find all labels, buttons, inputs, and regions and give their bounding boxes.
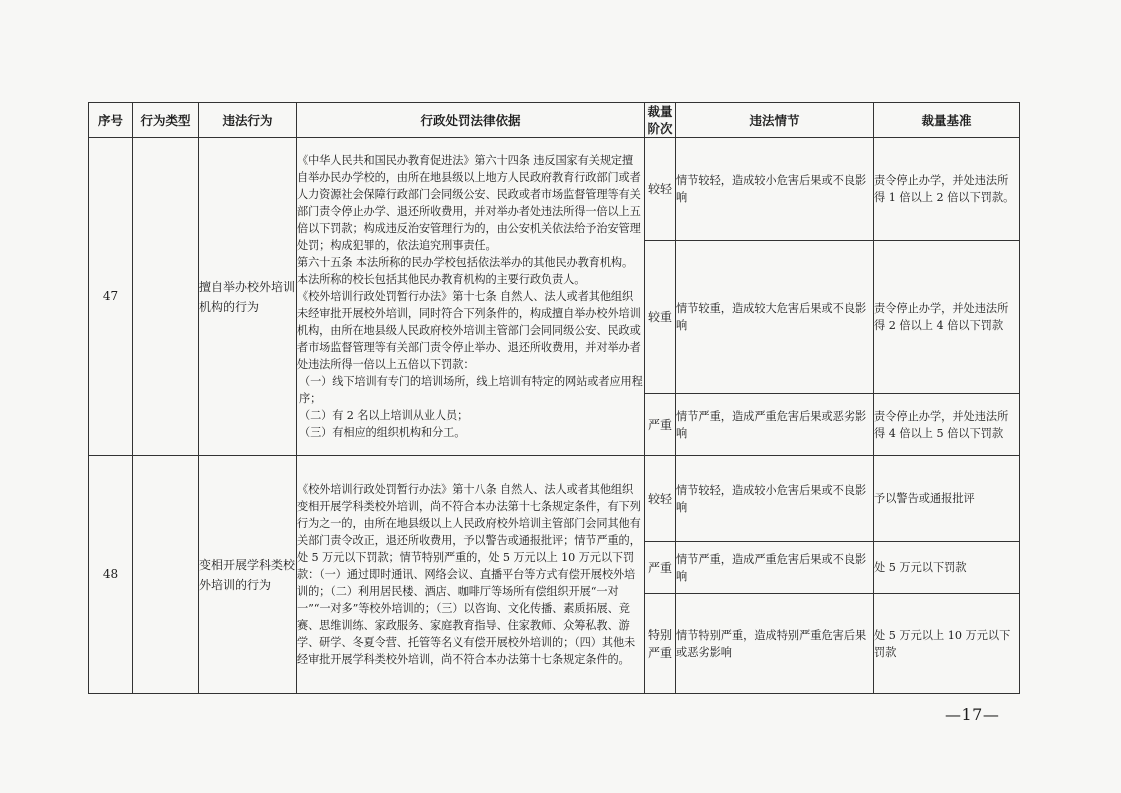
table-row: [89, 138, 1020, 241]
row-type: [133, 456, 199, 694]
table-row: [89, 456, 1020, 542]
header-level-line1: 裁量: [647, 104, 673, 119]
basis-paragraph: 《校外培训行政处罚暂行办法》第十八条 自然人、法人或者其他组织变相开展学科类校外培训，尚不符合本办法第十七条规定条件，有下列行为之一的，由所在地县级以上人民政府校外培训主管部门会同其他有关部门责令改正，退还所收费用，予以警告或通报批评；情节严重的，处 5 万元以下罚款；情节特别严重的，处 5 万元以上 10 万元以下罚款：（一）通过即时通讯、网络会议、直播平台等方式有偿开展校外培训的；（二）利用居民楼、酒店、咖啡厅等场所有偿组织开展“一对一”“一对多”等校外培训的；（三）以咨询、文化传播、素质拓展、竞赛、思维训练、家政服务、家庭教育指导、住家教师、众筹私教、游学、研学、冬夏令营、托管等名义有偿开展校外培训的；（四）其他未经审批开展学科类校外培训，尚不符合本办法第十七条规定条件的。: [297, 483, 641, 666]
row-type: [133, 138, 199, 456]
circumstance-cell: 情节严重，造成严重危害后果或恶劣影响: [676, 394, 874, 456]
level-cell: 较轻: [645, 138, 676, 241]
circumstance-cell: 情节严重，造成严重危害后果或不良影响: [676, 542, 874, 594]
standard-cell: 予以警告或通报批评: [874, 456, 1020, 542]
basis-paragraph: （二）有 2 名以上培训从业人员；: [299, 409, 469, 422]
header-type: 行为类型: [133, 103, 199, 138]
circumstance-cell: 情节特别严重，造成特别严重危害后果或恶劣影响: [676, 594, 874, 694]
level-cell: 严重: [645, 394, 676, 456]
basis-paragraph: （三）有相应的组织机构和分工。: [299, 426, 466, 439]
level-cell: 较轻: [645, 456, 676, 542]
row-basis: [297, 456, 645, 694]
circumstance-cell: 情节较轻，造成较小危害后果或不良影响: [676, 456, 874, 542]
header-level-line2: 阶次: [647, 121, 673, 136]
level-cell: 严重: [645, 542, 676, 594]
header-basis: 行政处罚法律依据: [297, 103, 645, 138]
standard-cell: 处 5 万元以下罚款: [874, 542, 1020, 594]
standard-cell: 责令停止办学，并处违法所得 1 倍以上 2 倍以下罚款。: [874, 138, 1020, 241]
basis-paragraph: （一）线下培训有专门的培训场所，线上培训有特定的网站或者应用程序；: [299, 375, 643, 405]
header-level: [645, 103, 676, 138]
circumstance-cell: 情节较轻，造成较小危害后果或不良影响: [676, 138, 874, 241]
row-act: 擅自举办校外培训机构的行为: [199, 138, 297, 456]
standard-cell: 处 5 万元以上 10 万元以下罚款: [874, 594, 1020, 694]
basis-paragraph: 《中华人民共和国民办教育促进法》第六十四条 违反国家有关规定擅自举办民办学校的，由所在地县级以上地方人民政府教育行政部门或者人力资源社会保障行政部门会同级公安、民政或者市场监督管理等有关部门责令停止办学、退还所收费用，并对举办者处违法所得一倍以上五倍以下罚款；构成违反治安管理行为的，由公安机关依法给予治安管理处罚；构成犯罪的，依法追究刑事责任。: [297, 154, 641, 252]
table-header-row: [89, 103, 1020, 138]
basis-paragraph: 第六十五条 本法所称的民办学校包括依法举办的其他民办教育机构。本法所称的校长包括其他民办教育机构的主要行政负责人。: [297, 256, 634, 286]
level-cell: 特别严重: [645, 594, 676, 694]
header-circumstance: 违法情节: [676, 103, 874, 138]
row-seq: 47: [89, 138, 133, 456]
standard-cell: 责令停止办学，并处违法所得 4 倍以上 5 倍以下罚款: [874, 394, 1020, 456]
basis-paragraph: 《校外培训行政处罚暂行办法》第十七条 自然人、法人或者其他组织未经审批开展校外培训，同时符合下列条件的，构成擅自举办校外培训机构，由所在地县级人民政府校外培训主管部门会同同级公安、民政或者市场监督管理等有关部门责令停止举办、退还所收费用，并对举办者处违法所得一倍以上五倍以下罚款：: [297, 290, 641, 371]
header-standard: 裁量基准: [874, 103, 1020, 138]
level-cell: 较重: [645, 241, 676, 394]
page-number: —17—: [945, 705, 1000, 724]
header-seq: 序号: [89, 103, 133, 138]
row-act: 变相开展学科类校外培训的行为: [199, 456, 297, 694]
standard-cell: 责令停止办学，并处违法所得 2 倍以上 4 倍以下罚款: [874, 241, 1020, 394]
row-basis: [297, 138, 645, 456]
circumstance-cell: 情节较重，造成较大危害后果或不良影响: [676, 241, 874, 394]
penalty-standards-table: [88, 102, 1020, 694]
header-act: 违法行为: [199, 103, 297, 138]
row-seq: 48: [89, 456, 133, 694]
